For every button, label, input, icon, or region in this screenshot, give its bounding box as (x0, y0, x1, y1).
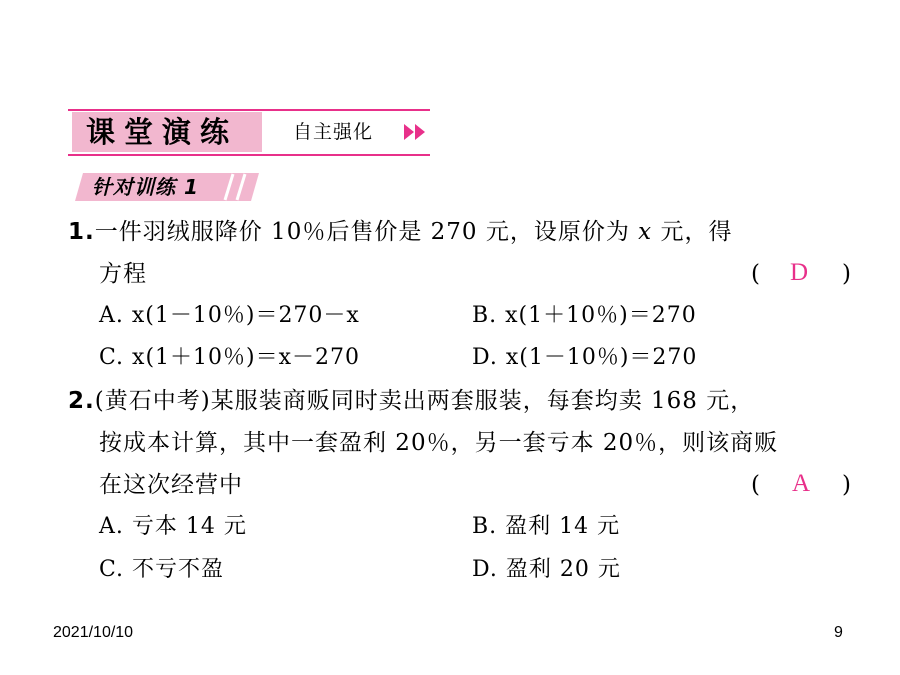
question-1-number: 1. (68, 219, 95, 245)
answer-1-paren-open: ( (751, 261, 760, 287)
answer-1-paren-close: ) (842, 261, 851, 287)
question-1-option-a: A. x(1－10％)＝270－x (99, 303, 360, 328)
section-subtitle: 自主强化 (293, 121, 374, 143)
footer-date: 2021/10/10 (53, 624, 134, 641)
banner-bottom-line (68, 154, 430, 156)
question-1-line-1 (68, 217, 732, 247)
question-2-text: (黄石中考)某服装商贩同时卖出两套服装，每套均卖 168 元， (94, 388, 755, 414)
question-2-line-2: 按成本计算，其中一套盈利 20％，另一套亏本 20％，则该商贩 (99, 430, 779, 456)
question-2-option-b: B. 盈利 14 元 (472, 514, 621, 539)
question-1-option-c: C. x(1＋10％)＝x－270 (99, 345, 360, 370)
answer-1: D (790, 259, 809, 286)
question-1-variable: x (638, 219, 653, 245)
page-number: 9 (834, 624, 843, 641)
answer-2-paren-open: ( (751, 472, 760, 498)
double-chevron-right-icon (404, 122, 430, 142)
question-1-option-b: B. x(1＋10％)＝270 (472, 303, 697, 328)
question-2-number: 2. (68, 388, 95, 414)
question-1-option-d: D. x(1－10％)＝270 (472, 345, 698, 370)
exercise-tag-label: 针对训练 1 (92, 175, 199, 199)
question-2-option-c: C. 不亏不盈 (99, 557, 225, 582)
answer-2: A (792, 470, 811, 497)
question-1-text: 一件羽绒服降价 10％后售价是 270 元，设原价为 (94, 219, 639, 245)
question-2-line-1 (68, 386, 754, 416)
question-2-option-d: D. 盈利 20 元 (472, 557, 621, 582)
question-2-line-3: 在这次经营中 (99, 472, 243, 498)
banner-top-line (68, 109, 430, 111)
question-1-text-end: 元，得 (652, 219, 733, 245)
answer-2-paren-close: ) (842, 472, 851, 498)
section-title: 课堂演练 (86, 115, 239, 149)
question-1-line-2: 方程 (99, 261, 147, 287)
question-2-option-a: A. 亏本 14 元 (99, 514, 247, 539)
